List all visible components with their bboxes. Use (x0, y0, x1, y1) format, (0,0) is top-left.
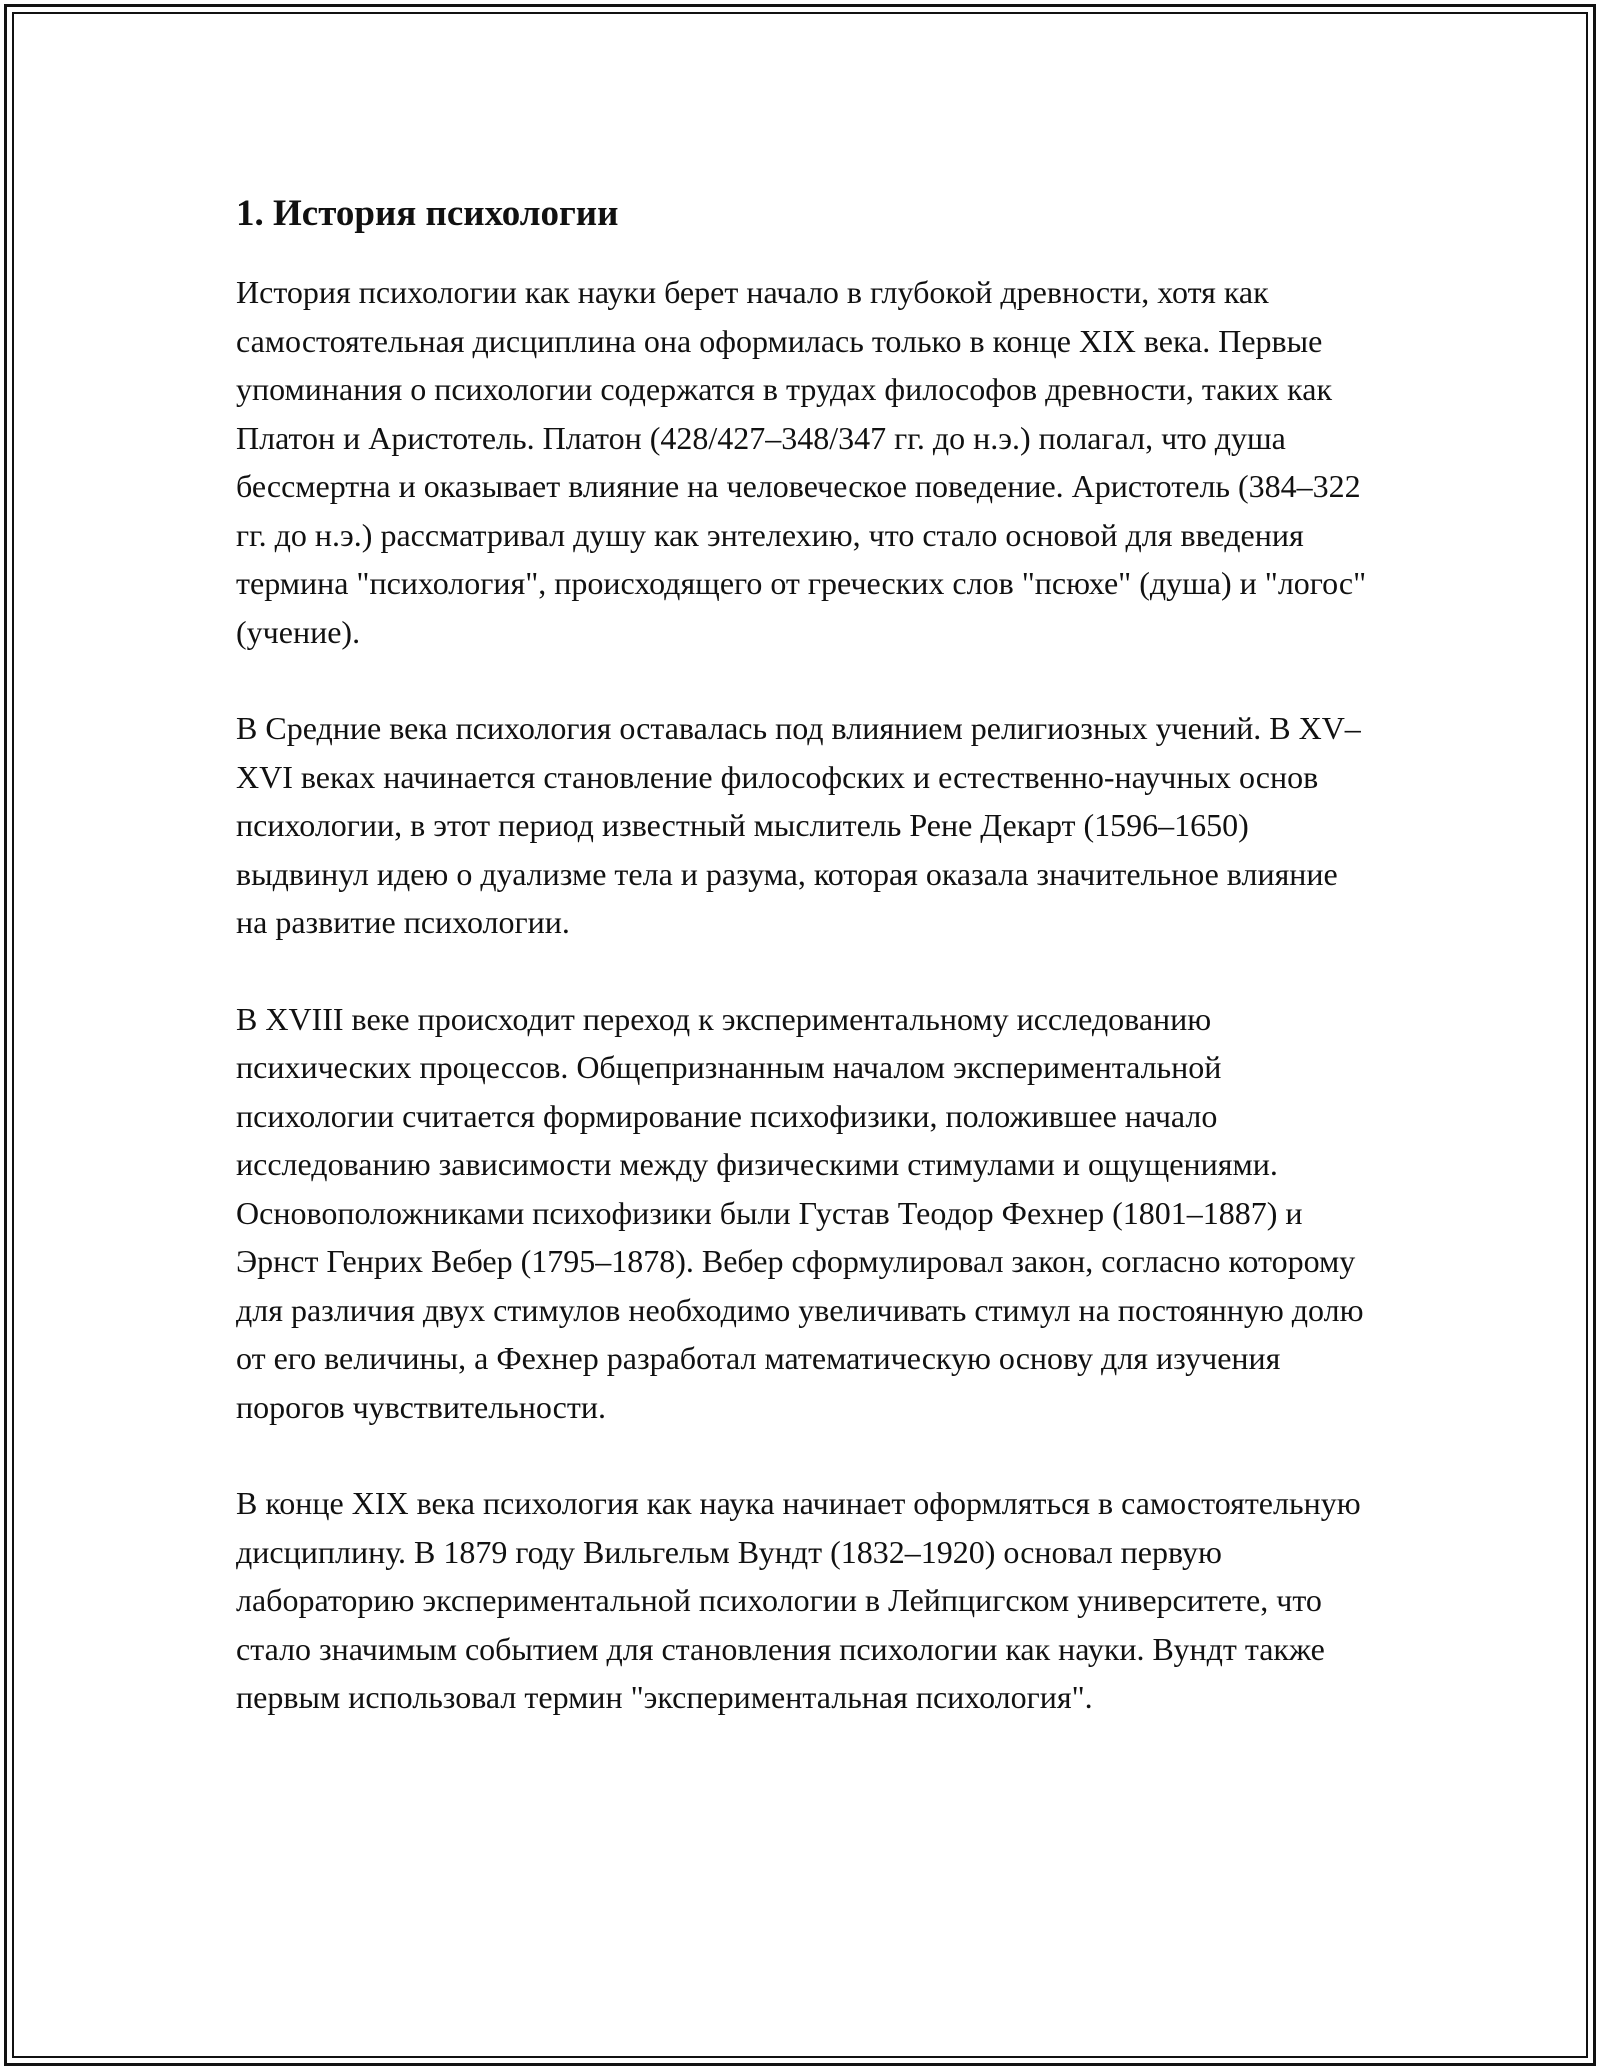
paragraph-ancient-history: История психологии как науки берет начало в глубокой древности, хотя как самостоятельная дисциплина она оформилась только в конце XIX века. Первые упоминания о психологии содержатся в трудах философов древности, таких как Платон и Аристотель. Платон (428/427–348/347 гг. до н.э.) полагал, что душа бессмертна и оказывает влияние на человеческое поведение. Аристотель (384–322 гг. до н.э.) рассматривал душу как энтелехию, что стало основой для введения термина "психология", происходящего от греческих слов "псюхе" (душа) и "логос" (учение). (236, 274, 1367, 650)
document-body (236, 186, 1376, 1770)
section-heading: 1. История психологии (236, 193, 619, 234)
paragraph-middle-ages: В Средние века психология оставалась под влиянием религиозных учений. В XV–XVI веках начинается становление философских и естественно-научных основ психологии, в этот период известный мыслитель Рене Декарт (1596–1650) выдвинул идею о дуализме тела и разума, которая оказала значительное влияние на развитие психологии. (236, 710, 1361, 940)
paragraph-nineteenth-century: В конце XIX века психология как наука начинает оформляться в самостоятельную дисциплину. В 1879 году Вильгельм Вундт (1832–1920) основал первую лабораторию экспериментальной психологии в Лейпцигском университете, что стало значимым событием для становления психологии как науки. Вундт также первым использовал термин "экспериментальная психология". (236, 1485, 1361, 1715)
paragraph-eighteenth-century: В XVIII веке происходит переход к экспериментальному исследованию психических процессов. Общепризнанным началом экспериментальной психологии считается формирование психофизики, положившее начало исследованию зависимости между физическими стимулами и ощущениями. Основоположниками психофизики были Густав Теодор Фехнер (1801–1887) и Эрнст Генрих Вебер (1795–1878). Вебер сформулировал закон, согласно которому для различия двух стимулов необходимо увеличивать стимул на постоянную долю от его величины, а Фехнер разработал математическую основу для изучения порогов чувствительности. (236, 1000, 1364, 1425)
